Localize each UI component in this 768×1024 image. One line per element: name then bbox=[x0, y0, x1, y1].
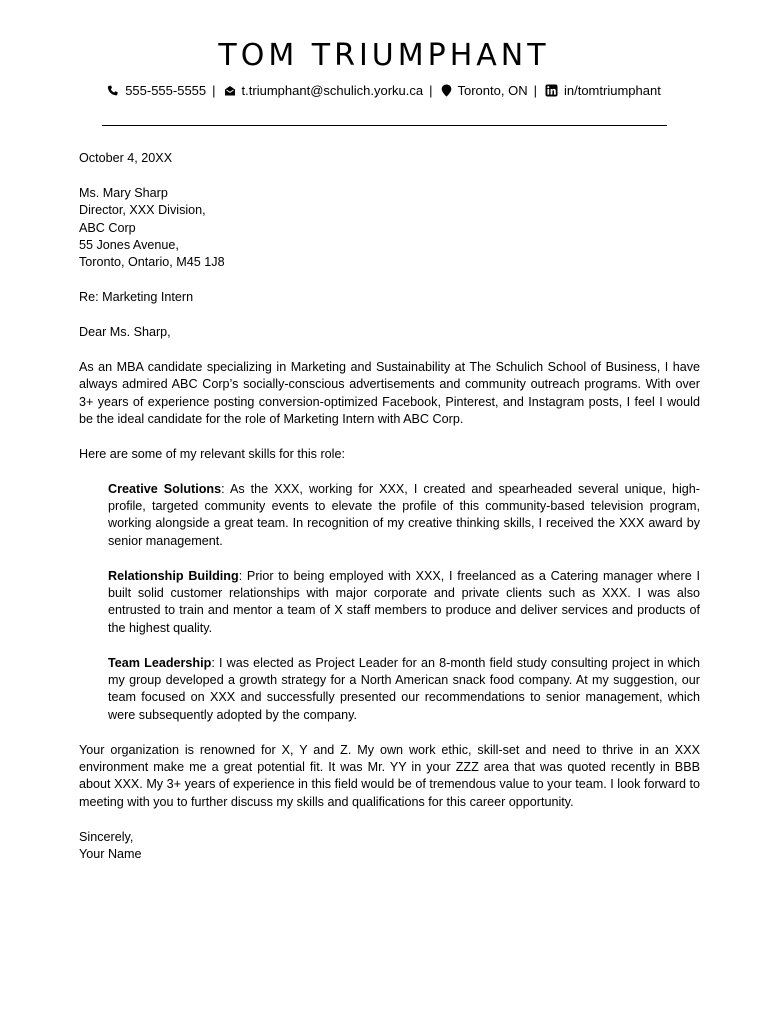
contact-bar bbox=[0, 83, 768, 98]
envelope-icon bbox=[224, 85, 236, 97]
linkedin-icon bbox=[545, 84, 558, 97]
skill-paragraph bbox=[108, 481, 700, 551]
skill-paragraph bbox=[108, 655, 700, 725]
skill-title: Relationship Building bbox=[108, 568, 239, 583]
recipient-company: ABC Corp bbox=[79, 220, 136, 235]
contact-location bbox=[441, 83, 528, 98]
skill-text: : I was elected as Project Leader for an 8-month field study consulting project in which my group developed a growth strategy for a North American snack food company. At my suggestion, our team focused on XXX and successfully presented our recommendations to senior management, which were subsequently adopted by the company. bbox=[108, 655, 700, 722]
phone-icon bbox=[107, 85, 119, 97]
letter-salutation: Dear Ms. Sharp, bbox=[79, 325, 171, 340]
contact-separator: | bbox=[533, 83, 537, 98]
intro-paragraph: As an MBA candidate specializing in Marketing and Sustainability at The Schulich School of Business, I have always admired ABC Corp’s socially-conscious advertisements and community outreach programs. With over 3+ years of experience posting conversion-optimized Facebook, Pinterest, and Instagram posts, I feel I would be the ideal candidate for the role of Marketing Intern with ABC Corp. bbox=[79, 359, 700, 427]
letter-date: October 4, 20XX bbox=[79, 151, 173, 165]
letter-subject: Re: Marketing Intern bbox=[79, 290, 194, 305]
recipient-title: Director, XXX Division, bbox=[79, 203, 206, 218]
applicant-name: TOM TRIUMPHANT bbox=[218, 38, 550, 73]
header-divider bbox=[102, 125, 667, 126]
skill-title: Creative Solutions bbox=[108, 481, 222, 496]
letter-signoff: Sincerely, bbox=[79, 829, 134, 844]
contact-separator: | bbox=[429, 83, 433, 98]
contact-linkedin bbox=[545, 83, 661, 98]
skill-title: Team Leadership bbox=[108, 655, 212, 670]
location-text: Toronto, ON bbox=[457, 83, 528, 98]
contact-phone bbox=[107, 83, 206, 98]
contact-separator: | bbox=[212, 83, 216, 98]
contact-email bbox=[224, 83, 424, 98]
letter-signature: Your Name bbox=[79, 847, 142, 862]
letter-body bbox=[79, 150, 700, 864]
phone-text: 555-555-5555 bbox=[125, 83, 207, 98]
skill-text: : Prior to being employed with XXX, I freelanced as a Catering manager where I built solid customer relationships with major corporate and private clients such as XXX. I was also entrusted to train and mentor a team of X staff members to produce and deliver services and products of the highest quality. bbox=[108, 568, 700, 635]
skill-text: : As the XXX, working for XXX, I created and spearheaded several unique, high-profile, targeted community events to elevate the profile of this community-based television program, working alongside a great team. In recognition of my creative thinking skills, I received the XXX award by senior management. bbox=[108, 481, 700, 548]
recipient-city: Toronto, Ontario, M45 1J8 bbox=[79, 255, 225, 270]
email-link[interactable]: t.triumphant@schulich.yorku.ca bbox=[241, 83, 424, 98]
skill-paragraph bbox=[108, 568, 700, 638]
closing-paragraph: Your organization is renowned for X, Y and Z. My own work ethic, skill-set and need to thrive in an XXX environment make me a great potential fit. It was Mr. YY in your ZZZ area that was quoted recently in BBB about XXX. My 3+ years of experience in this field would be of tremendous value to your team. I look forward to meeting with you to further discuss my skills and qualifications for this career opportunity. bbox=[79, 742, 700, 809]
recipient-name: Ms. Mary Sharp bbox=[79, 185, 168, 200]
map-pin-icon bbox=[441, 84, 452, 97]
recipient-street: 55 Jones Avenue, bbox=[79, 238, 179, 253]
linkedin-link[interactable]: in/tomtriumphant bbox=[563, 83, 661, 98]
skills-intro: Here are some of my relevant skills for this role: bbox=[79, 446, 345, 461]
